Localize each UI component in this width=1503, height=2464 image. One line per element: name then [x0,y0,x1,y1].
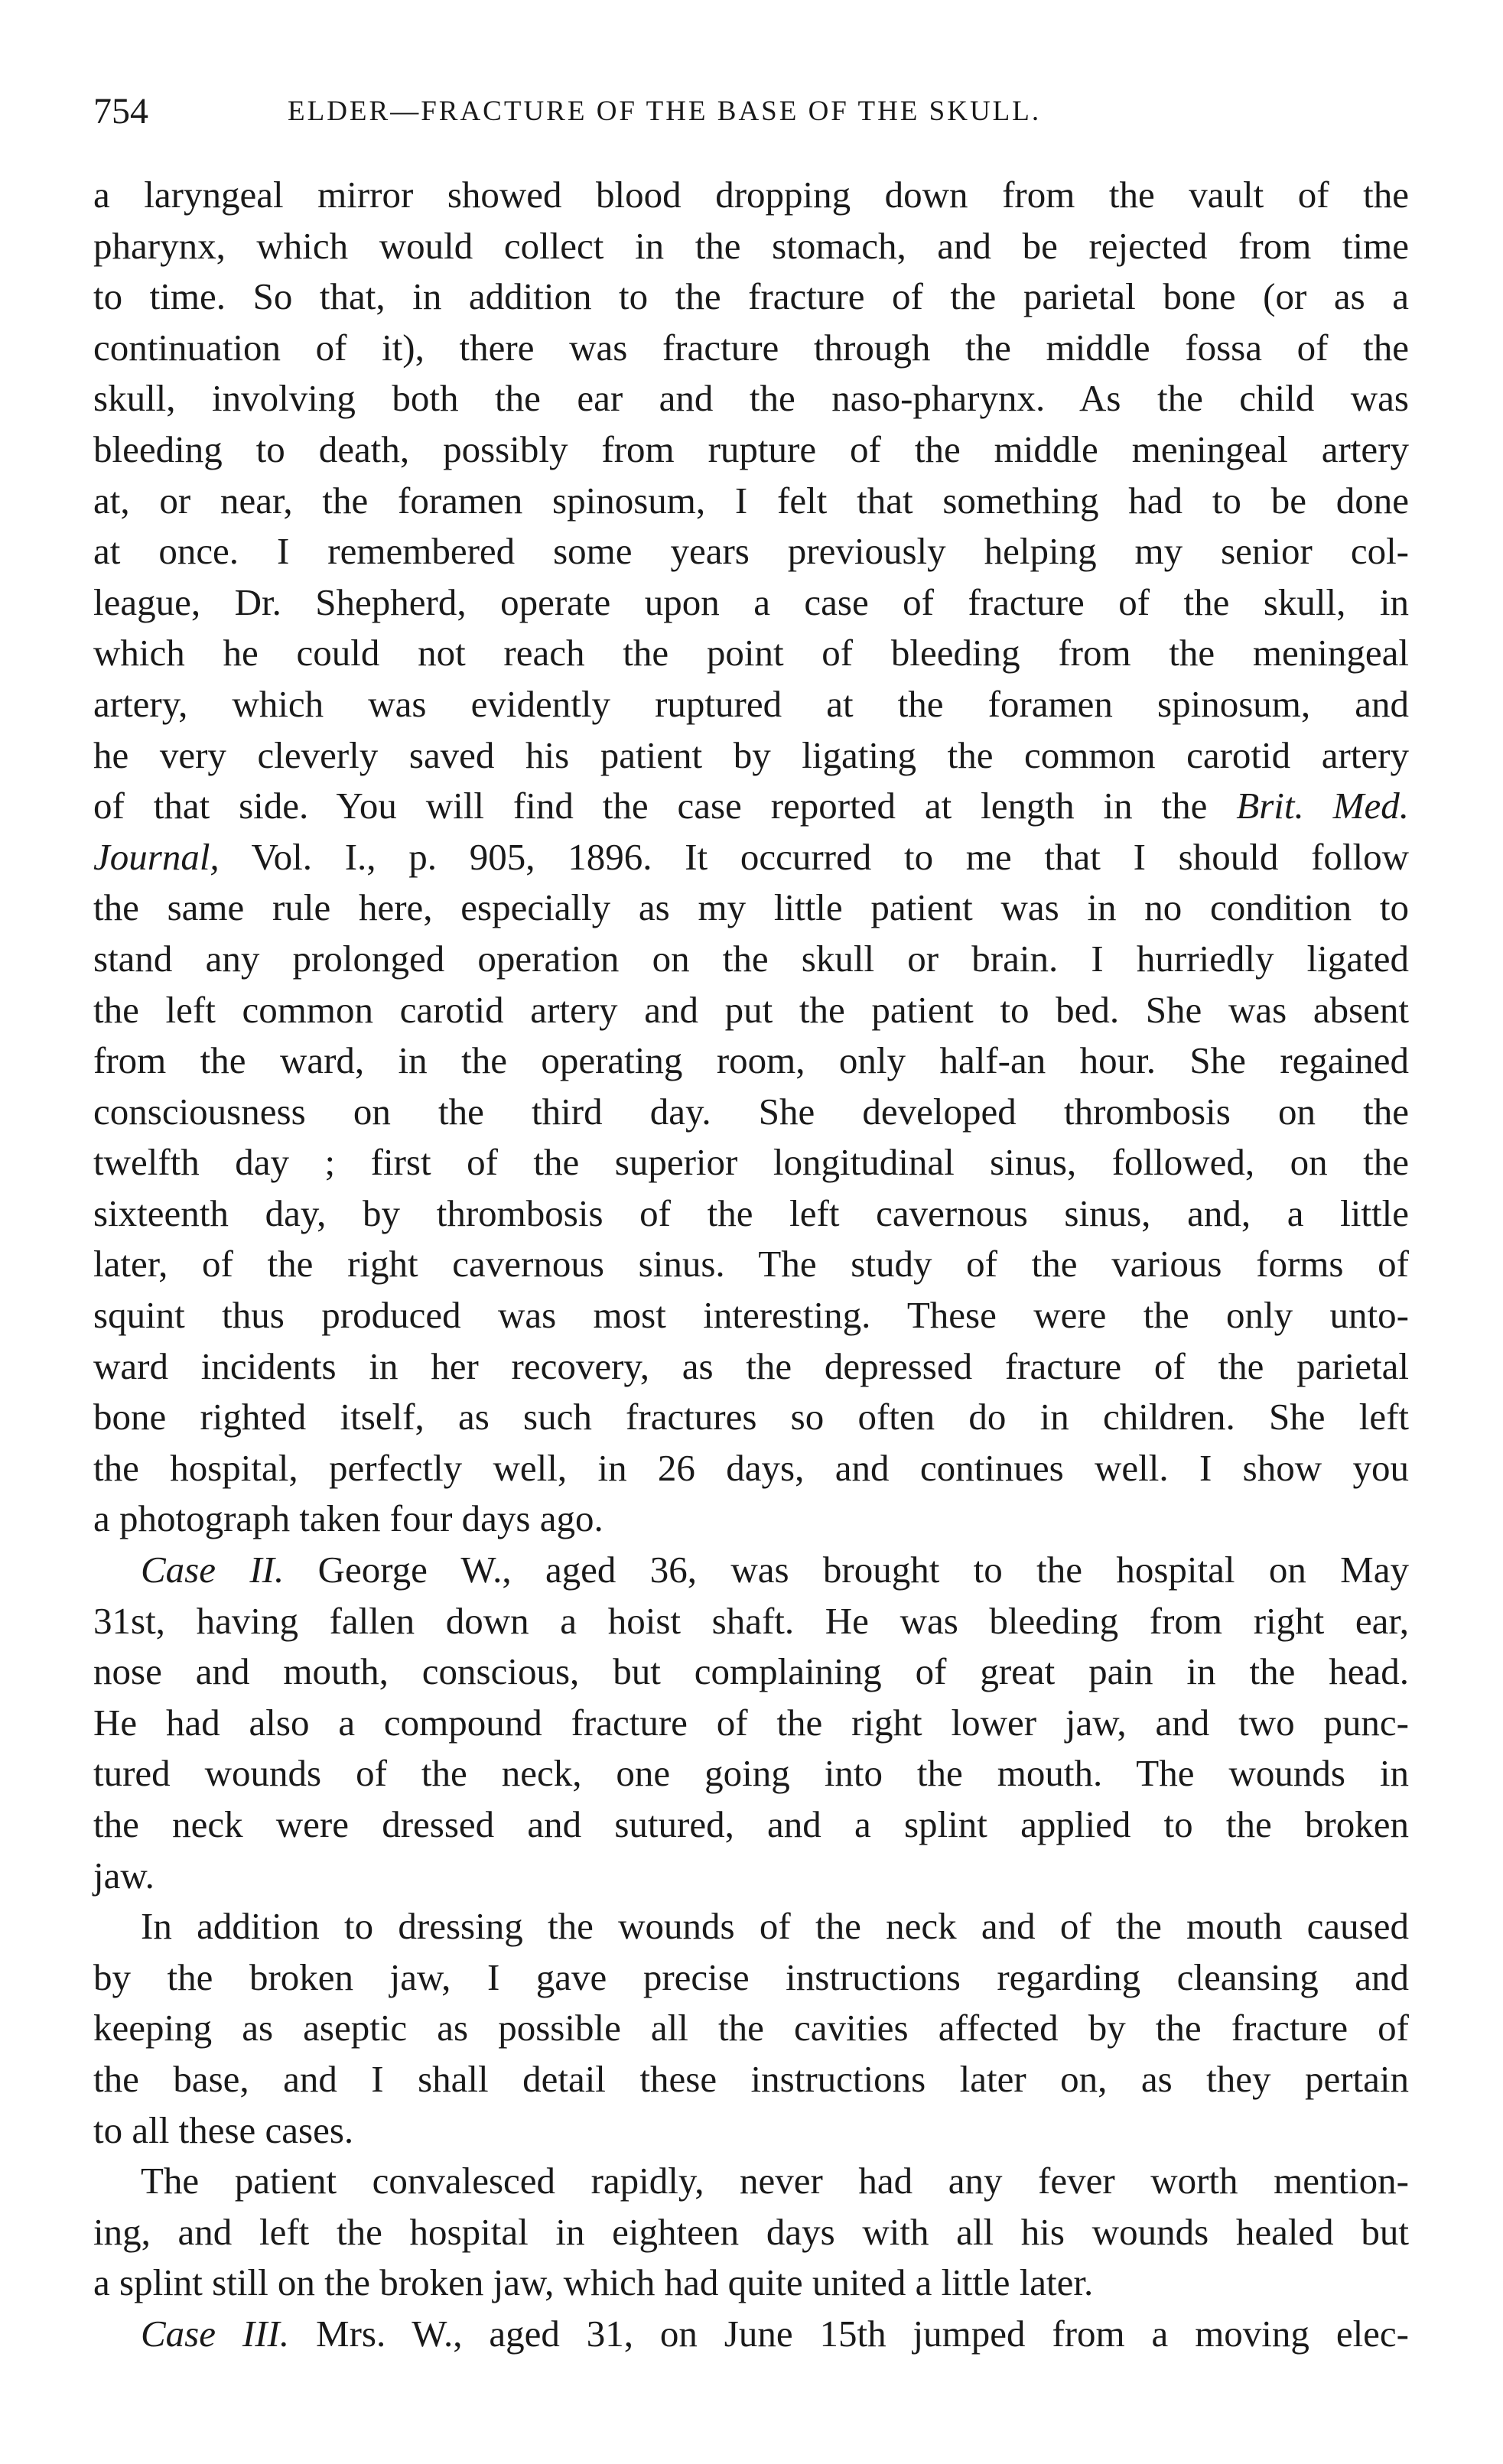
text-line: from the ward, in the operating room, only half-an hour. She regained [93,1039,1409,1082]
text-line: pharynx, which would collect in the stomach, and be rejected from time [93,224,1409,267]
text-line: the neck were dressed and sutured, and a splint applied to the broken [93,1803,1409,1845]
text-line: squint thus produced was most interesting. These were the only unto- [93,1294,1409,1337]
body-text [93,170,1409,2360]
text-line: he very cleverly saved his patient by ligating the common carotid artery [93,733,1409,776]
text-line: ward incidents in her recovery, as the depressed fracture of the parietal [93,1344,1409,1387]
text-line: the hospital, perfectly well, in 26 days, and continues well. I show you [93,1446,1409,1489]
text-line [93,781,1409,832]
text-fragment: Vol. I., p. 905, 1896. It occurred to me that I should follow [219,835,1409,878]
text-line: twelfth day ; first of the superior longitudinal sinus, followed, on the [93,1141,1409,1184]
text-fragment: of that side. You will find the case reported at length in the [93,785,1208,827]
text-line: keeping as aseptic as possible all the cavities affected by the fracture of [93,2007,1409,2050]
text-line: The patient convalesced rapidly, never had any fever worth mention- [141,2160,1409,2202]
text-line: continuation of it), there was fracture through the middle fossa of the [93,326,1409,369]
text-line: bleeding to death, possibly from rupture of the middle meningeal artery [93,427,1409,470]
text-line: 31st, having fallen down a hoist shaft. He was bleeding from right ear, [93,1599,1409,1642]
page-number: 754 [93,91,148,132]
text-line: skull, involving both the ear and the naso-pharynx. As the child was [93,377,1409,420]
text-line: In addition to dressing the wounds of the neck and of the mouth caused [141,1905,1409,1948]
journal-title-italic: Journal, [93,835,220,878]
text-line [93,2309,1409,2360]
text-line: consciousness on the third day. She developed thrombosis on the [93,1090,1409,1133]
case-heading-italic: Case II. [141,1549,285,1591]
text-line [93,832,1409,883]
text-line: to all these cases. [93,2108,354,2151]
text-line: artery, which was evidently ruptured at the foramen spinosum, and [93,682,1409,725]
text-line: at, or near, the foramen spinosum, I felt that something had to be done [93,479,1409,522]
text-line: the base, and I shall detail these instructions later on, as they pertain [93,2057,1409,2100]
text-line: a photograph taken four days ago. [93,1497,603,1540]
running-head: ELDER—FRACTURE OF THE BASE OF THE SKULL. [288,96,1042,127]
text-line: stand any prolonged operation on the skull or brain. I hurriedly ligated [93,937,1409,980]
text-line: at once. I remembered some years previously helping my senior col- [93,530,1409,573]
text-line: a splint still on the broken jaw, which had quite united a little later. [93,2261,1094,2304]
text-line: to time. So that, in addition to the fracture of the parietal bone (or as a [93,275,1409,318]
text-line: a laryngeal mirror showed blood dropping down from the vault of the [93,174,1409,216]
text-line: He had also a compound fracture of the right lower jaw, and two punc- [93,1701,1409,1744]
text-fragment: Mrs. W., aged 31, on June 15th jumped from a moving elec- [289,2312,1409,2355]
text-line: jaw. [93,1854,155,1897]
text-line: tured wounds of the neck, one going into the mouth. The wounds in [93,1752,1409,1795]
text-line: the same rule here, especially as my little patient was in no condition to [93,886,1409,929]
journal-title-italic: Brit. Med. [1236,785,1409,827]
text-line: league, Dr. Shepherd, operate upon a case of fracture of the skull, in [93,580,1409,623]
case-heading-italic: Case III. [141,2312,290,2355]
text-line: by the broken jaw, I gave precise instructions regarding cleansing and [93,1955,1409,1998]
text-line: sixteenth day, by thrombosis of the left cavernous sinus, and, a little [93,1191,1409,1234]
text-line [93,1545,1409,1596]
text-line: bone righted itself, as such fractures so often do in children. She left [93,1396,1409,1438]
text-line: later, of the right cavernous sinus. The study of the various forms of [93,1243,1409,1286]
text-line: the left common carotid artery and put the patient to bed. She was absent [93,988,1409,1031]
text-line: ing, and left the hospital in eighteen days with all his wounds healed but [93,2210,1409,2253]
page-header [93,90,1409,136]
text-fragment: George W., aged 36, was brought to the hospital on May [284,1549,1410,1591]
text-line: which he could not reach the point of bleeding from the meningeal [93,632,1409,675]
text-line: nose and mouth, conscious, but complaining of great pain in the head. [93,1650,1409,1693]
